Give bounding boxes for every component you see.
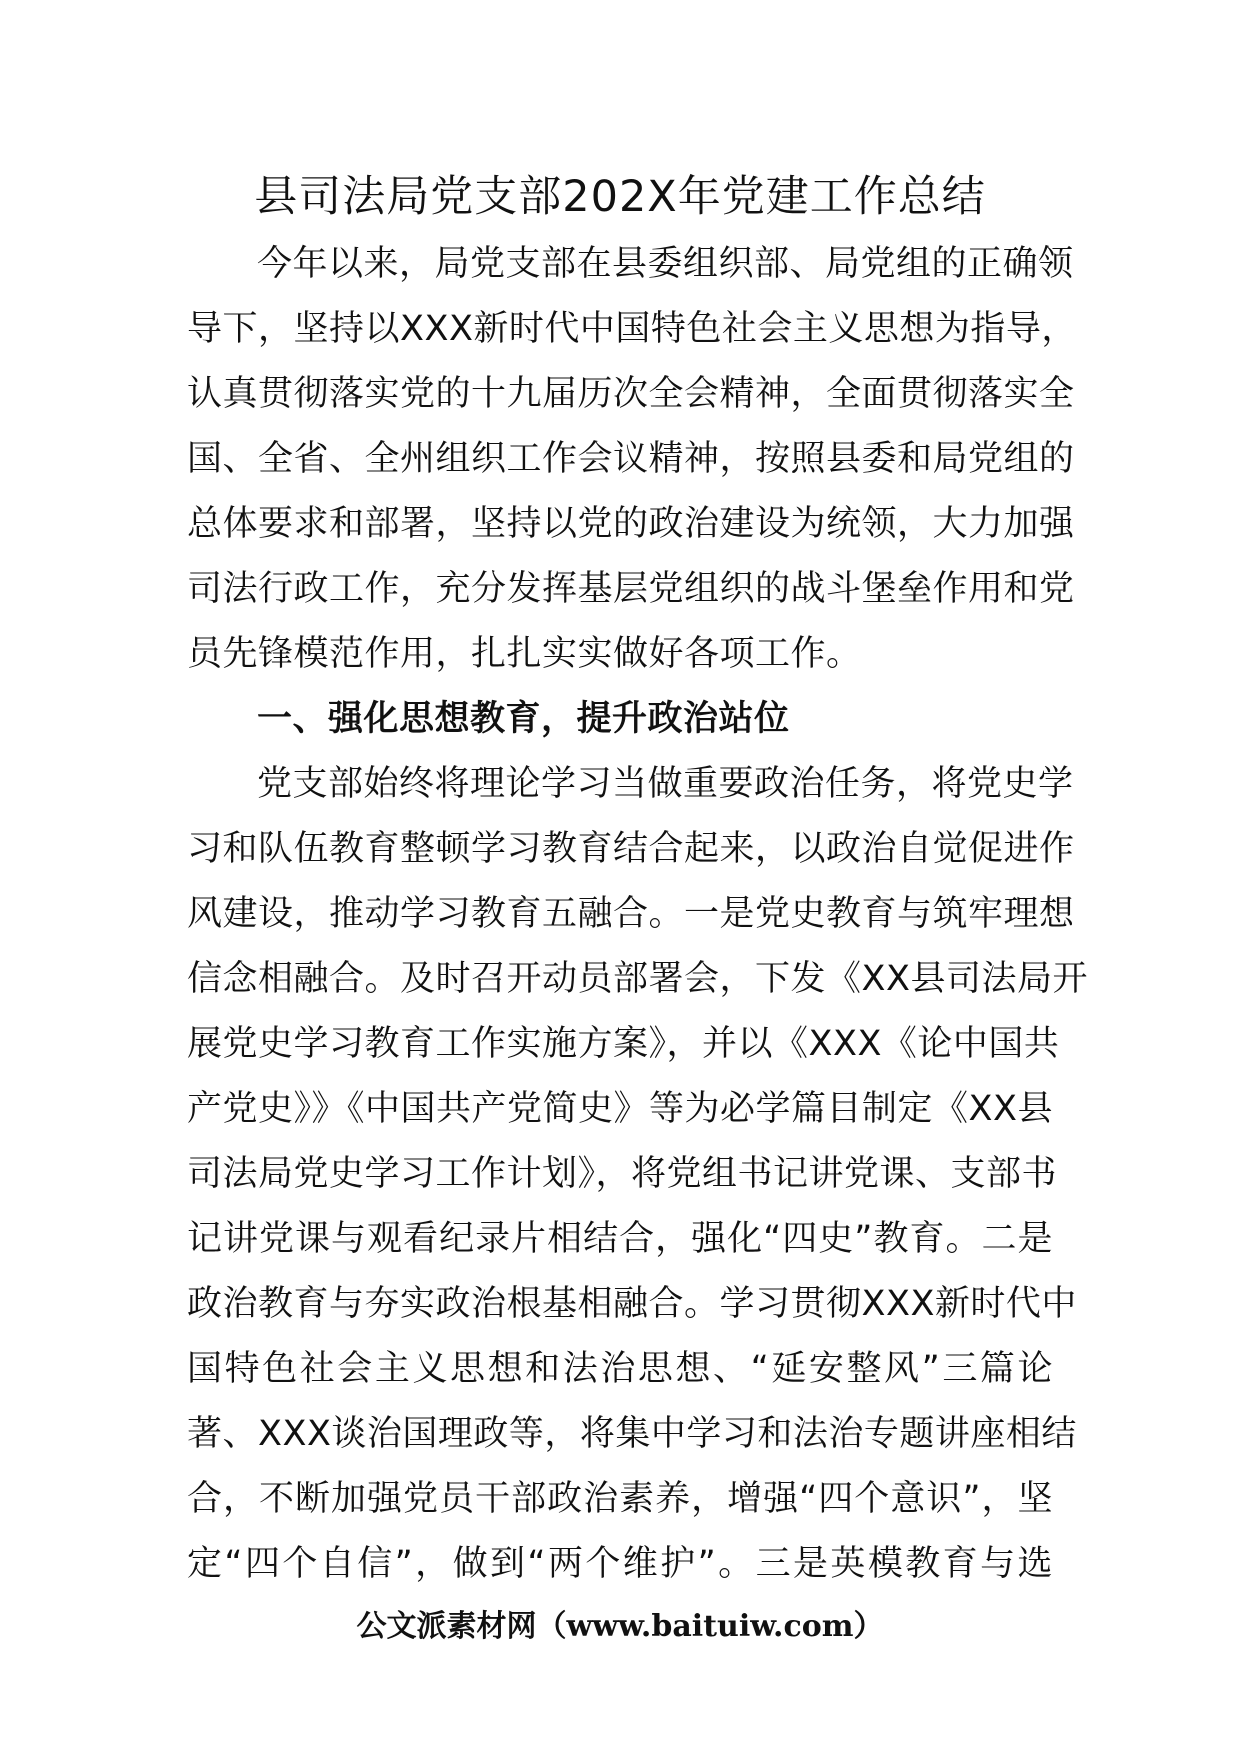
text-line: 国特色社会主义思想和法治思想、“延安整风”三篇论 — [187, 1349, 1053, 1389]
text-line: 认真贯彻落实党的十九届历次全会精神，全面贯彻落实全 — [187, 374, 1075, 414]
text-line: 合，不断加强党员干部政治素养，增强“四个意识”，坚 — [187, 1479, 1053, 1519]
text-line: 国、全省、全州组织工作会议精神，按照县委和局党组的 — [187, 439, 1075, 479]
text-line: 党支部始终将理论学习当做重要政治任务，将党史学 — [257, 764, 1074, 804]
text-line: 习和队伍教育整顿学习教育结合起来，以政治自觉促进作 — [187, 829, 1075, 869]
text-line: 司法行政工作，充分发挥基层党组织的战斗堡垒作用和党 — [187, 569, 1075, 609]
document-body — [187, 232, 1088, 1597]
footer-watermark: 公文派素材网（www.baituiw.com） — [356, 1609, 884, 1644]
text-line: 司法局党史学习工作计划》，将党组书记讲党课、支部书 — [187, 1154, 1058, 1194]
section-heading: 一、强化思想教育，提升政治站位 — [257, 699, 790, 739]
paragraph-section1 — [187, 752, 1088, 1597]
text-line: 定“四个自信”，做到“两个维护”。三是英模教育与选 — [187, 1544, 1053, 1584]
text-line: 记讲党课与观看纪录片相结合，强化“四史”教育。二是 — [187, 1219, 1053, 1259]
text-line: 今年以来，局党支部在县委组织部、局党组的正确领 — [257, 244, 1074, 284]
text-line: 员先锋模范作用，扎扎实实做好各项工作。 — [187, 634, 862, 674]
text-line: 著、XXX谈治国理政等，将集中学习和法治专题讲座相结 — [187, 1414, 1077, 1454]
text-line: 政治教育与夯实政治根基相融合。学习贯彻XXX新时代中 — [187, 1284, 1077, 1324]
text-line: 展党史学习教育工作实施方案》，并以《XXX《论中国共 — [187, 1024, 1060, 1064]
paragraph-intro — [187, 232, 1077, 687]
text-line: 产党史》》《中国共产党简史》等为必学篇目制定《XX县 — [187, 1089, 1053, 1129]
text-line: 信念相融合。及时召开动员部署会，下发《XX县司法局开 — [187, 959, 1088, 999]
text-line: 风建设，推动学习教育五融合。一是党史教育与筑牢理想 — [187, 894, 1075, 934]
text-line: 总体要求和部署，坚持以党的政治建设为统领，大力加强 — [187, 504, 1075, 544]
document-title: 县司法局党支部202X年党建工作总结 — [254, 172, 986, 222]
text-line: 导下，坚持以XXX新时代中国特色社会主义思想为指导， — [187, 309, 1077, 349]
